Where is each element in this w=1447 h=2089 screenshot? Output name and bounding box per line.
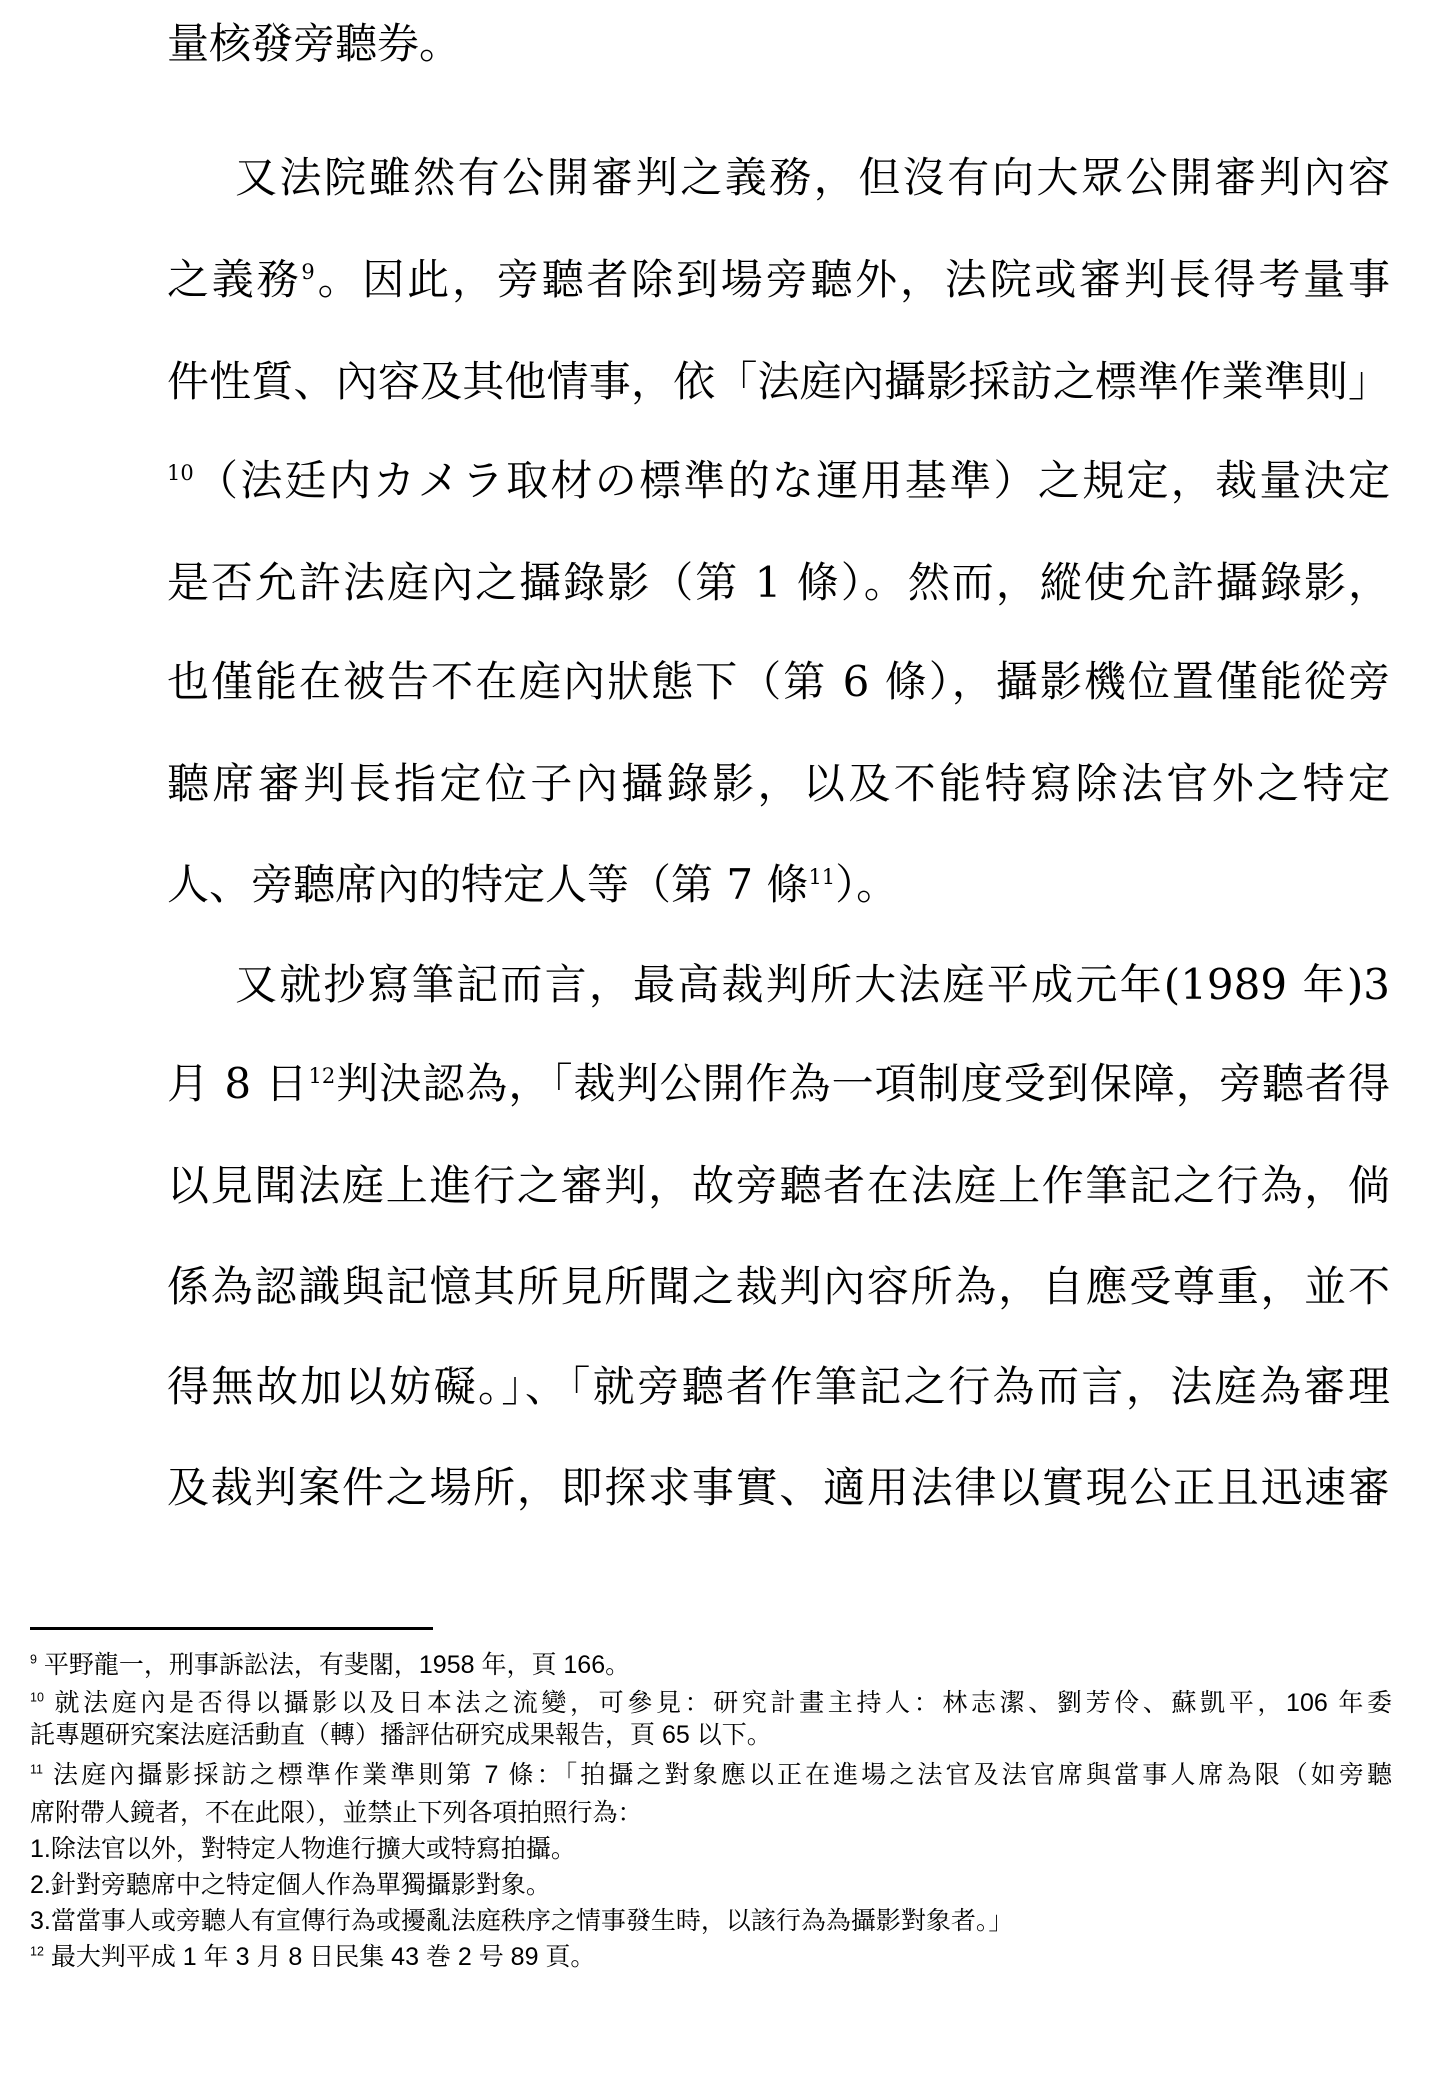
text-run: 2.針對旁聽席中之特定個人作為單獨攝影對象。: [30, 1871, 551, 1899]
body-text-line: [167, 14, 1390, 74]
body-text-line: [167, 754, 1390, 814]
footnote-line: [30, 1868, 1392, 1902]
text-run: ）。: [835, 860, 899, 909]
footnote-line: [30, 1718, 1392, 1752]
text-run: 量核發旁聽券。: [167, 19, 462, 68]
body-text-line: [167, 148, 1390, 208]
text-run: 。因此，旁聽者除到場旁聽外，法院或審判長得考量事: [314, 255, 1390, 304]
footnote-ref: 10: [167, 461, 194, 485]
body-text-line: [167, 1054, 1390, 1114]
footnote-line: [30, 1648, 1392, 1682]
text-run: 託專題研究案法庭活動直（轉）播評估研究成果報告，頁 65 以下。: [30, 1721, 772, 1749]
footnote-line: [30, 1796, 1392, 1830]
footnote-ref: 11: [808, 865, 836, 889]
text-run: 又法院雖然有公開審判之義務，但沒有向大眾公開審判內容: [235, 153, 1390, 202]
text-run: 之義務: [167, 255, 302, 304]
text-run: （法廷内カメラ取材の標準的な運用基準）之規定，裁量決定: [193, 456, 1390, 505]
footnote-line: [30, 1904, 1392, 1938]
text-run: 及裁判案件之場所，即探求事實、適用法律以實現公正且迅速審: [167, 1463, 1390, 1512]
text-run: 就法庭內是否得以攝影以及日本法之流變，可參見：研究計畫主持人：林志潔、劉芳伶、蘇凱平，106 年委: [43, 1689, 1392, 1717]
text-run: 平野龍一，刑事訴訟法，有斐閣，1958 年，頁 166。: [36, 1651, 631, 1679]
text-run: 又就抄寫筆記而言，最高裁判所大法庭平成元年(1989 年)3: [235, 960, 1390, 1009]
body-text-line: [167, 1257, 1390, 1317]
footnote-ref: 12: [308, 1064, 336, 1088]
text-run: 席附帶人鏡者，不在此限），並禁止下列各項拍照行為：: [30, 1799, 643, 1827]
text-run: 得無故加以妨礙。」、「就旁聽者作筆記之行為而言，法庭為審理: [167, 1362, 1390, 1411]
body-text-line: [167, 352, 1390, 412]
footnote-ref: 9: [301, 260, 315, 284]
text-run: 以見聞法庭上進行之審判，故旁聽者在法庭上作筆記之行為，倘: [167, 1161, 1390, 1210]
footnote-ref: 9: [30, 1652, 37, 1667]
body-text-line: [167, 1458, 1390, 1518]
footnote-ref: 11: [30, 1762, 43, 1777]
text-run: 件性質、內容及其他情事，依「法庭內攝影採訪之標準作業準則」: [167, 357, 1390, 406]
text-run: 人、旁聽席內的特定人等（第 7 條: [167, 860, 809, 909]
text-run: 法庭內攝影採訪之標準作業準則第 7 條：「拍攝之對象應以正在進場之法官及法官席與當事人席為限（如旁聽: [42, 1761, 1392, 1789]
body-text-line: [167, 1156, 1390, 1216]
body-text-line: [167, 553, 1390, 613]
text-run: 也僅能在被告不在庭內狀態下（第 6 條），攝影機位置僅能從旁: [167, 657, 1390, 706]
body-text-line: [167, 855, 1390, 915]
footnote-separator: [30, 1627, 433, 1630]
text-run: 3.當當事人或旁聽人有宣傳行為或擾亂法庭秩序之情事發生時，以該行為為攝影對象者。」: [30, 1907, 1014, 1935]
footnote-line: [30, 1832, 1392, 1866]
footnote-line: [30, 1758, 1392, 1792]
footnote-ref: 12: [30, 1944, 44, 1959]
text-run: 係為認識與記憶其所見所聞之裁判內容所為，自應受尊重，並不: [167, 1262, 1390, 1311]
body-text-line: [167, 652, 1390, 712]
text-run: 判決認為，「裁判公開作為一項制度受到保障，旁聽者得: [335, 1059, 1390, 1108]
footnote-ref: 10: [30, 1690, 44, 1705]
text-run: 最大判平成 1 年 3 月 8 日民集 43 巻 2 号 89 頁。: [43, 1943, 596, 1971]
footnote-line: [30, 1940, 1392, 1974]
body-text-line: [167, 451, 1390, 511]
text-run: 聽席審判長指定位子內攝錄影，以及不能特寫除法官外之特定: [167, 759, 1390, 808]
text-run: 月 8 日: [167, 1059, 309, 1108]
body-text-line: [167, 955, 1390, 1015]
body-text-line: [167, 1357, 1390, 1417]
body-text-line: [167, 250, 1390, 310]
footnote-line: [30, 1686, 1392, 1720]
text-run: 1.除法官以外，對特定人物進行擴大或特寫拍攝。: [30, 1835, 576, 1863]
text-run: 是否允許法庭內之攝錄影（第 1 條）。然而，縱使允許攝錄影，: [167, 558, 1390, 607]
